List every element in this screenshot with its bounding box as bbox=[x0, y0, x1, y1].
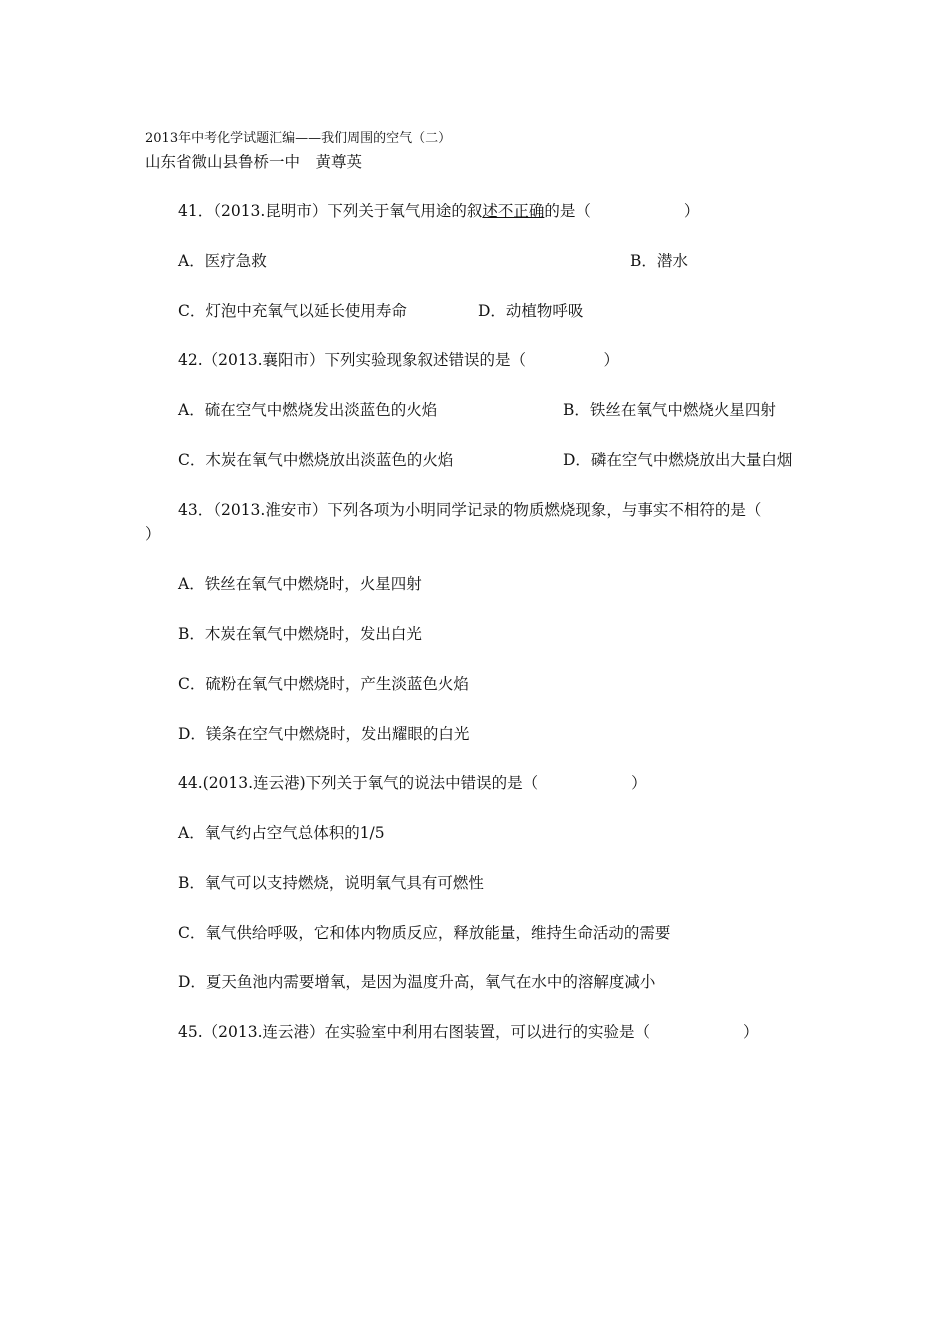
question-43-option-d: D．镁条在空气中燃烧时，发出耀眼的白光 bbox=[178, 725, 470, 743]
question-41-option-c: C．灯泡中充氧气以延长使用寿命 bbox=[178, 302, 407, 320]
document-title: 2013年中考化学试题汇编——我们周围的空气（二） bbox=[145, 131, 452, 146]
question-42-option-d: D．磷在空气中燃烧放出大量白烟 bbox=[563, 451, 793, 469]
question-42-option-a: A．硫在空气中燃烧发出淡蓝色的火焰 bbox=[178, 401, 438, 419]
question-44-option-b: B．氧气可以支持燃烧，说明氧气具有可燃性 bbox=[178, 874, 484, 892]
question-42-option-b: B．铁丝在氧气中燃烧火星四射 bbox=[563, 401, 776, 419]
question-43-option-c: C．硫粉在氧气中燃烧时，产生淡蓝色火焰 bbox=[178, 675, 469, 693]
question-44-option-d: D．夏天鱼池内需要增氧，是因为温度升高，氧气在水中的溶解度减小 bbox=[178, 973, 656, 991]
question-41-option-a: A．医疗急救 bbox=[178, 252, 267, 270]
question-42-option-c: C．木炭在氧气中燃烧放出淡蓝色的火焰 bbox=[178, 451, 454, 469]
question-43-stem-continued: ） bbox=[145, 525, 161, 543]
question-41-option-b: B．潜水 bbox=[630, 252, 688, 270]
question-45-stem: 45.（2013.连云港）在实验室中利用右图装置，可以进行的实验是（ ） bbox=[178, 1023, 759, 1041]
question-44-option-c: C．氧气供给呼吸，它和体内物质反应，释放能量，维持生命活动的需要 bbox=[178, 924, 671, 942]
document-author: 山东省微山县鲁桥一中 黄尊英 bbox=[145, 153, 363, 171]
question-42-stem: 42.（2013.襄阳市）下列实验现象叙述错误的是（ ） bbox=[178, 351, 620, 369]
question-44-stem: 44.(2013.连云港)下列关于氧气的说法中错误的是（ ） bbox=[178, 774, 647, 792]
question-41-stem: 41．（2013.昆明市）下列关于氧气用途的叙述不正确的是（ ） bbox=[178, 202, 700, 220]
question-44-option-a: A．氧气约占空气总体积的1/5 bbox=[178, 824, 385, 842]
question-43-option-b: B．木炭在氧气中燃烧时，发出白光 bbox=[178, 625, 422, 643]
underlined-text: 述不正确 bbox=[482, 202, 545, 220]
question-43-stem: 43．（2013.淮安市）下列各项为小明同学记录的物质燃烧现象，与事实不相符的是（ bbox=[178, 501, 762, 519]
question-43-option-a: A．铁丝在氧气中燃烧时，火星四射 bbox=[178, 575, 422, 593]
question-41-option-d: D．动植物呼吸 bbox=[478, 302, 584, 320]
